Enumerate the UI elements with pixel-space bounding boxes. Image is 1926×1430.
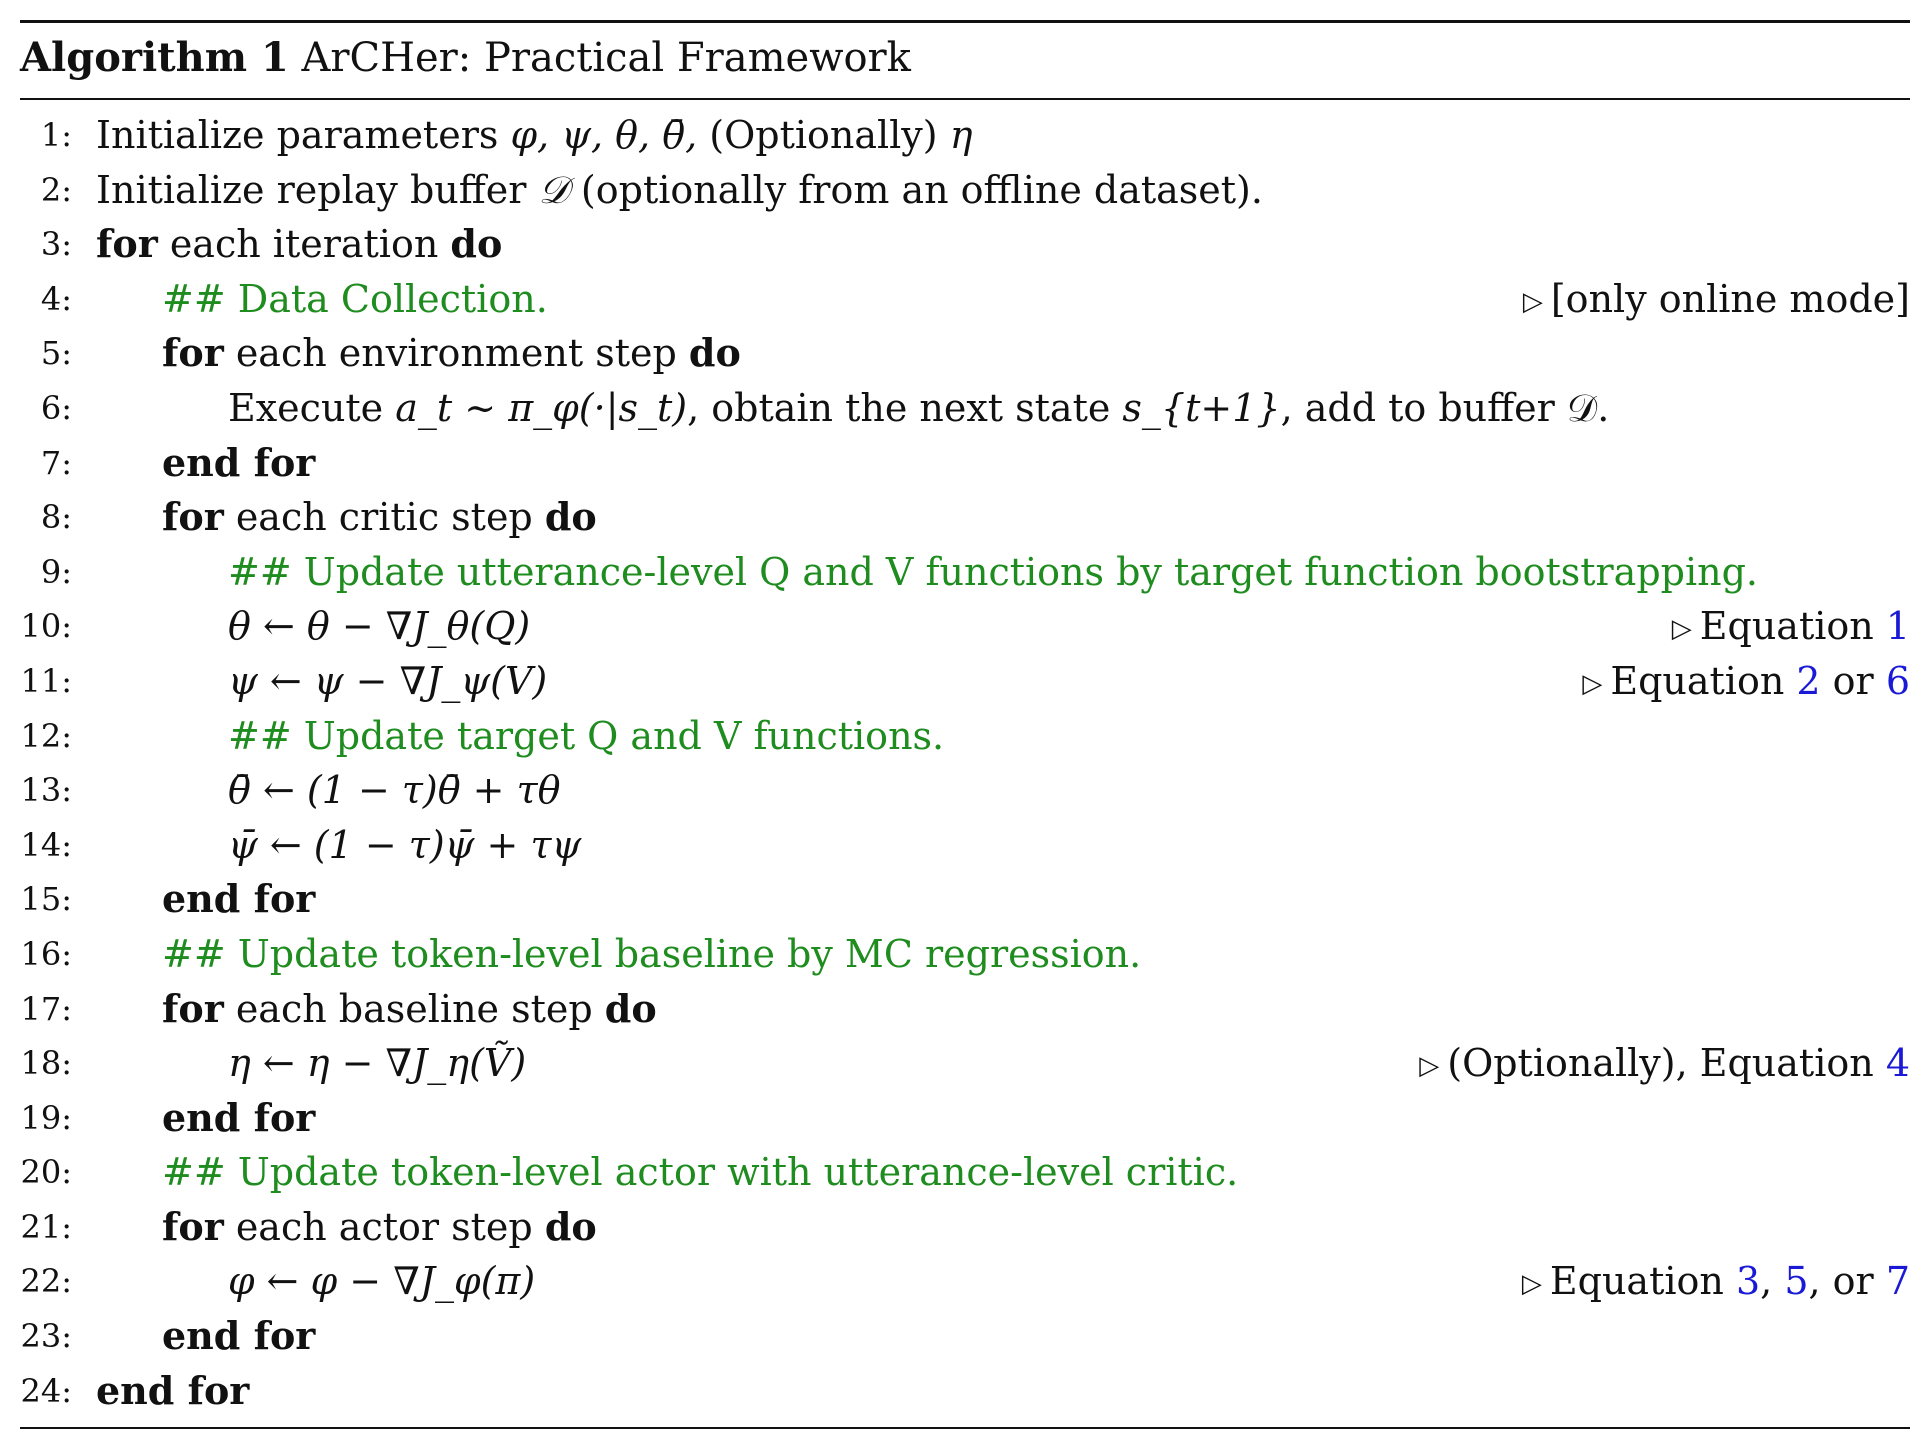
annotation-joiner: or bbox=[1832, 1259, 1874, 1304]
equation-link[interactable]: 6 bbox=[1885, 658, 1910, 703]
annotation-text: Equation bbox=[1699, 604, 1874, 649]
algorithm-line bbox=[20, 1145, 1910, 1200]
math-expression: η ← η − ∇J_η(Ṽ) bbox=[228, 1041, 527, 1086]
line-number: 12: bbox=[20, 716, 72, 755]
algorithm-line bbox=[20, 654, 1910, 709]
math-expression: ψ ← ψ − ∇J_ψ(V) bbox=[228, 658, 548, 703]
line-number: 23: bbox=[20, 1317, 72, 1356]
keyword-do: do bbox=[688, 330, 741, 376]
keyword-end-for: end for bbox=[162, 1094, 316, 1140]
line-number: 20: bbox=[20, 1153, 72, 1192]
line-body bbox=[228, 381, 1609, 436]
algorithm-lines bbox=[20, 108, 1910, 1418]
line-comment: ## Update utterance-level Q and V functions by target function bootstrapping. bbox=[228, 549, 1759, 594]
line-number: 9: bbox=[40, 552, 72, 591]
algorithm-line bbox=[20, 1036, 1910, 1091]
keyword-for: for bbox=[162, 330, 224, 376]
triangle-icon: ▷ bbox=[1671, 614, 1692, 645]
line-body bbox=[96, 217, 502, 272]
line-number: 2: bbox=[40, 170, 72, 209]
triangle-icon: ▷ bbox=[1522, 286, 1543, 317]
line-annotation bbox=[1672, 599, 1910, 657]
line-body bbox=[96, 108, 972, 163]
math-expression: θ ← θ − ∇J_θ(Q) bbox=[228, 604, 531, 649]
line-text: each critic step bbox=[235, 495, 533, 540]
line-number: 4: bbox=[40, 279, 72, 318]
line-text: each environment step bbox=[235, 331, 677, 376]
line-number: 8: bbox=[40, 498, 72, 537]
line-number: 7: bbox=[40, 443, 72, 482]
header-rule bbox=[20, 98, 1910, 100]
line-comment: ## Update token-level baseline by MC regression. bbox=[162, 931, 1142, 976]
keyword-for: for bbox=[96, 221, 158, 267]
keyword-for: for bbox=[162, 1203, 224, 1249]
math-expression: η bbox=[949, 113, 973, 157]
algorithm-line bbox=[20, 217, 1910, 272]
line-number: 1: bbox=[40, 116, 72, 154]
line-body bbox=[162, 490, 597, 545]
line-number: 10: bbox=[20, 607, 72, 646]
algorithm-line bbox=[20, 108, 1910, 163]
line-annotation bbox=[1419, 1036, 1910, 1094]
keyword-for: for bbox=[162, 494, 224, 540]
line-number: 24: bbox=[20, 1371, 72, 1410]
line-annotation bbox=[1582, 654, 1910, 712]
keyword-end-for: end for bbox=[162, 876, 316, 922]
line-text: each baseline step bbox=[235, 986, 593, 1031]
math-expression: φ, ψ, θ, θ̄, bbox=[510, 113, 698, 157]
algorithm-line bbox=[20, 763, 1910, 818]
line-number: 16: bbox=[20, 934, 72, 973]
equation-link[interactable]: 2 bbox=[1796, 658, 1821, 703]
algorithm-line bbox=[20, 272, 1910, 327]
equation-link[interactable]: 5 bbox=[1784, 1259, 1809, 1304]
annotation-text: (Optionally), Equation bbox=[1447, 1041, 1874, 1086]
algorithm-line bbox=[20, 872, 1910, 927]
algorithm-line bbox=[20, 1091, 1910, 1146]
triangle-icon: ▷ bbox=[1419, 1051, 1440, 1082]
line-number: 14: bbox=[20, 825, 72, 864]
algorithm-label: Algorithm 1 bbox=[20, 34, 289, 81]
math-expression: s_{t+1} bbox=[1122, 385, 1281, 430]
line-number: 22: bbox=[20, 1262, 72, 1301]
math-expression: θ̄ ← (1 − τ)θ̄ + τθ bbox=[228, 768, 561, 813]
line-number: 3: bbox=[40, 225, 72, 264]
line-text: Initialize replay buffer bbox=[96, 167, 527, 212]
line-comment: ## Data Collection. bbox=[162, 276, 548, 321]
algorithm-line bbox=[20, 599, 1910, 654]
buffer-symbol: 𝒟 bbox=[538, 167, 569, 212]
keyword-for: for bbox=[162, 985, 224, 1031]
keyword-end-for: end for bbox=[162, 1313, 316, 1359]
algorithm-line bbox=[20, 490, 1910, 545]
line-number: 21: bbox=[20, 1207, 72, 1246]
algorithm-header bbox=[20, 26, 911, 90]
line-body bbox=[162, 326, 741, 381]
keyword-end-for: end for bbox=[96, 1367, 250, 1413]
line-number: 5: bbox=[40, 334, 72, 373]
line-number: 6: bbox=[40, 388, 72, 427]
math-expression: a_t ∼ π_φ(·|s_t) bbox=[395, 385, 688, 430]
algorithm-line bbox=[20, 1254, 1910, 1309]
algorithm-line bbox=[20, 436, 1910, 491]
annotation-text: Equation bbox=[1549, 1259, 1724, 1304]
line-text-mid: , obtain the next state bbox=[687, 385, 1111, 430]
line-text: Execute bbox=[228, 385, 384, 430]
annotation-text: Equation bbox=[1610, 658, 1785, 703]
line-number: 13: bbox=[20, 771, 72, 810]
algorithm-line bbox=[20, 381, 1910, 436]
algorithm-line bbox=[20, 1200, 1910, 1255]
line-text: each actor step bbox=[235, 1204, 533, 1249]
keyword-do: do bbox=[450, 221, 503, 267]
algorithm-line bbox=[20, 818, 1910, 873]
triangle-icon: ▷ bbox=[1521, 1269, 1542, 1300]
line-comment: ## Update token-level actor with utterance-level critic. bbox=[162, 1150, 1239, 1195]
line-number: 19: bbox=[20, 1098, 72, 1137]
line-annotation bbox=[1523, 272, 1910, 330]
algorithm-line bbox=[20, 163, 1910, 218]
line-annotation: ▷ Equation 3, 5, or 7 bbox=[1521, 1259, 1910, 1304]
line-number: 17: bbox=[20, 989, 72, 1028]
line-number: 11: bbox=[20, 661, 72, 700]
top-rule bbox=[20, 20, 1910, 23]
line-number: 18: bbox=[20, 1044, 72, 1083]
equation-link[interactable]: 1 bbox=[1885, 604, 1910, 649]
algorithm-line bbox=[20, 982, 1910, 1037]
keyword-do: do bbox=[544, 494, 597, 540]
line-text-tail: (optionally from an offline dataset). bbox=[580, 167, 1263, 212]
line-comment: ## Update target Q and V functions. bbox=[228, 713, 945, 758]
annotation-text: [only online mode] bbox=[1550, 276, 1910, 321]
algorithm-line bbox=[20, 1309, 1910, 1364]
keyword-do: do bbox=[544, 1203, 597, 1249]
line-body bbox=[162, 1200, 597, 1255]
equation-link[interactable]: 7 bbox=[1885, 1259, 1910, 1304]
math-expression: ψ̄ ← (1 − τ)ψ̄ + τψ bbox=[228, 822, 582, 867]
line-text: each iteration bbox=[169, 222, 439, 267]
algorithm-line bbox=[20, 709, 1910, 764]
line-body bbox=[162, 982, 657, 1037]
line-body bbox=[96, 163, 1263, 218]
algorithm-line bbox=[20, 1364, 1910, 1419]
algorithm-line bbox=[20, 927, 1910, 982]
math-expression: φ ← φ − ∇J_φ(π) bbox=[228, 1259, 536, 1304]
keyword-end-for: end for bbox=[162, 439, 316, 485]
algorithm-line bbox=[20, 326, 1910, 381]
triangle-icon: ▷ bbox=[1582, 668, 1603, 699]
keyword-do: do bbox=[604, 985, 657, 1031]
equation-link[interactable]: 4 bbox=[1885, 1041, 1910, 1086]
equation-link[interactable]: 3 bbox=[1735, 1259, 1761, 1304]
line-text-tail: (Optionally) bbox=[709, 113, 938, 157]
algorithm-title: ArCHer: Practical Framework bbox=[301, 35, 911, 81]
line-text: Initialize parameters bbox=[96, 113, 499, 157]
line-text-tail: , add to buffer 𝒟. bbox=[1280, 385, 1610, 430]
bottom-rule bbox=[20, 1427, 1910, 1429]
algorithm-line bbox=[20, 545, 1910, 600]
annotation-joiner: or bbox=[1832, 658, 1874, 703]
line-number: 15: bbox=[20, 880, 72, 919]
